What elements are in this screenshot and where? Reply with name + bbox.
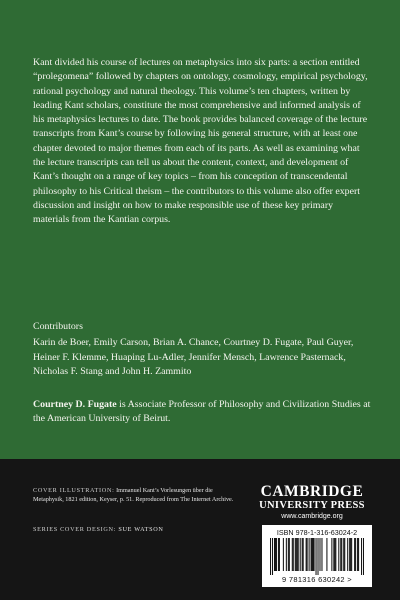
barcode-bar <box>312 538 313 571</box>
barcode-bar <box>274 538 275 571</box>
barcode-bar <box>279 538 280 571</box>
barcode-bar <box>331 538 332 571</box>
barcode-bar <box>341 538 342 571</box>
barcode-bar <box>343 538 344 571</box>
barcode-bar <box>292 538 293 571</box>
barcode-bar <box>297 538 298 571</box>
barcode-bar <box>338 538 339 571</box>
barcode-bar <box>300 538 301 571</box>
barcode-bar <box>306 538 307 571</box>
barcode-bar <box>354 538 355 571</box>
barcode-bar <box>314 538 315 571</box>
author-bio <box>33 398 371 427</box>
barcode-bar <box>272 538 273 575</box>
cover-illustration-text: Immanuel Kant’s Vorlesungen über die Metaphysik, 1821 edition, Keyser, p. 51. Reproduced from The Internet Archive. <box>33 487 234 504</box>
author-bio-text: is Associate Professor of Philosophy and Civilization Studies at the American University of Beirut. <box>33 399 371 425</box>
barcode-bar <box>333 538 334 571</box>
barcode-bar <box>316 538 317 575</box>
barcode-bar <box>289 538 290 571</box>
barcode-bar <box>363 538 364 575</box>
barcode-bar <box>355 538 356 571</box>
barcode-bar <box>296 538 297 571</box>
barcode-bar <box>307 538 308 571</box>
barcode-bar <box>278 538 279 571</box>
barcode-bar <box>361 538 362 575</box>
barcode-bar <box>276 538 277 571</box>
barcode-bar <box>317 538 318 575</box>
author-name: Courtney D. Fugate <box>33 399 117 410</box>
barcode-bar <box>347 538 348 571</box>
series-design-label: SERIES COVER DESIGN: <box>33 526 117 533</box>
barcode-bar <box>350 538 351 571</box>
publisher-press: UNIVERSITY PRESS <box>259 500 365 511</box>
barcode-panel <box>262 525 372 587</box>
barcode-bar <box>319 538 320 571</box>
barcode-bar <box>321 538 322 571</box>
barcode-bar <box>288 538 289 571</box>
cover-illustration-label: COVER ILLUSTRATION: <box>33 487 115 494</box>
barcode-bar <box>295 538 296 571</box>
barcode-bar <box>344 538 345 571</box>
barcode-bar <box>309 538 310 571</box>
barcode-bar <box>303 538 304 571</box>
contributors-heading: Contributors <box>33 321 83 332</box>
barcode-bar <box>357 538 358 571</box>
contributors-list: Karin de Boer, Emily Carson, Brian A. Chance, Courtney D. Fugate, Paul Guyer, Heiner F. Klemme, Huaping Lu-Adler, Jennifer Mensch, Lawrence Pasternack, Nicholas F. Stang and John H. Zammito <box>33 337 354 377</box>
barcode-bar <box>275 538 276 571</box>
barcode-bar <box>340 538 341 571</box>
barcode-bar <box>335 538 336 571</box>
cover-illustration-credit <box>33 486 238 504</box>
series-design-credit <box>33 526 238 533</box>
isbn-label: ISBN 978-1-316-63024-2 <box>276 528 358 537</box>
publisher-name: CAMBRIDGE <box>260 483 364 500</box>
barcode-bar <box>270 538 271 575</box>
barcode-bar <box>313 538 314 571</box>
series-designer-name: SUE WATSON <box>116 526 164 533</box>
barcode-bar <box>358 538 359 571</box>
barcode-digits: 9 781316 630242 > <box>282 575 352 584</box>
barcode-bar <box>286 538 287 571</box>
contributors-section <box>33 320 373 379</box>
barcode-bar <box>298 538 299 571</box>
book-description: Kant divided his course of lectures on metaphysics into six parts: a section entitled “prolegomena” followed by chapters on ontology, cosmology, empirical psychology, rational psychology and natural theology. This volume’s ten chapters, written by leading Kant scholars, constitute the most comprehensive and informed analysis of his metaphysics lectures to date. The book provides balanced coverage of the lecture transcripts from Kant’s course by following his general structure, with at least one chapter devoted to major themes from each of its parts. As well as examining what the lecture transcripts can tell us about the content, context, and development of Kant’s thought on a range of key topics – from his conception of transcendental philosophy to his Critical theism – the contributors to this volume also offer expert discussion and insight on how to make responsible use of these key primary materials from the Kantian corpus. <box>33 57 368 226</box>
publisher-url: www.cambridge.org <box>281 513 343 520</box>
barcode-bar <box>302 538 303 571</box>
barcode-bar <box>349 538 350 571</box>
publisher-logo <box>248 484 376 522</box>
barcode-bar <box>283 538 284 571</box>
barcode-bar <box>326 538 327 571</box>
barcode-bar <box>351 538 352 571</box>
barcode-bar <box>311 538 312 571</box>
barcode-bar <box>334 538 335 571</box>
barcode-graphic <box>270 538 364 575</box>
barcode-bar <box>293 538 294 571</box>
